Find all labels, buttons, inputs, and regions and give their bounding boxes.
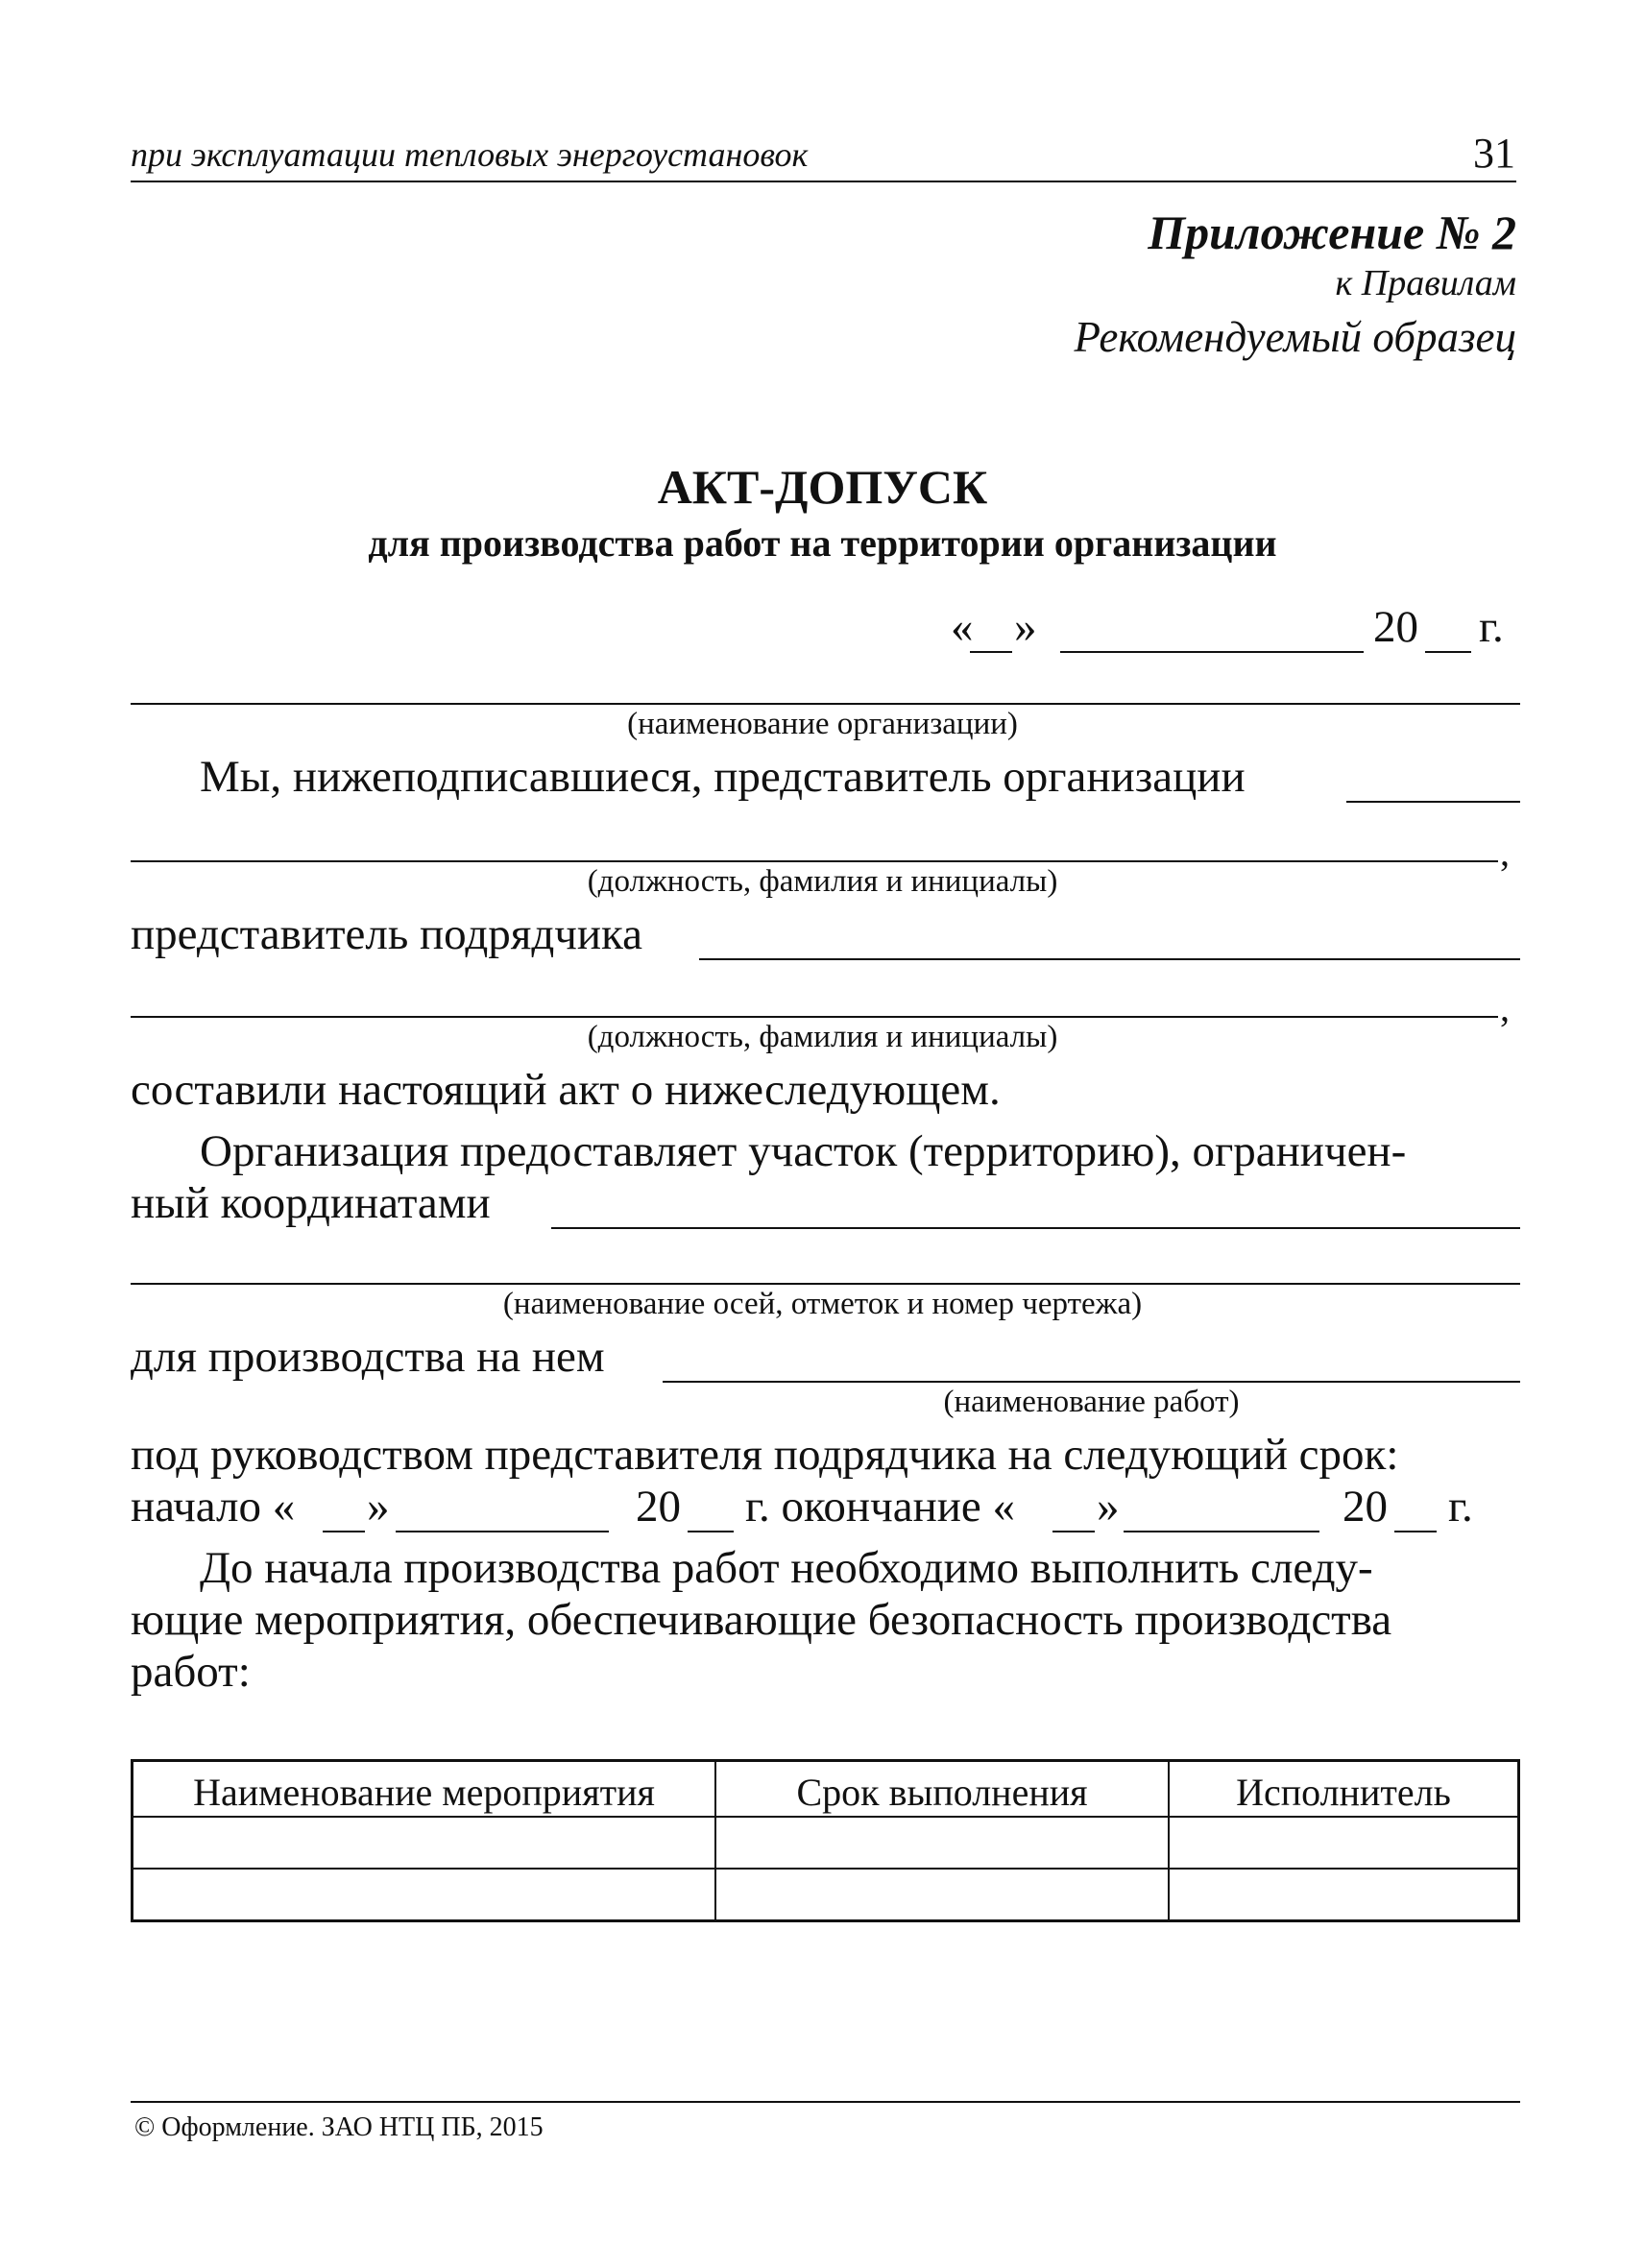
contractor-rep-blank-2 [131,1016,1498,1018]
start-quote-close: » [367,1482,390,1532]
caption-org: (наименование организации) [627,707,1018,741]
start-year-blank [688,1531,734,1532]
footer-divider [131,2101,1520,2103]
appendix-sample: Рекомендуемый образец [1074,313,1516,361]
text-provides-1: Организация предоставляет участок (территорию), ограничен- [200,1126,1407,1176]
text-supervision: под руководством представителя подрядчика на следующий срок: [131,1430,1399,1480]
appendix-number: Приложение № 2 [1148,205,1516,259]
caption-position-2: (должность, фамилия и инициалы) [587,1020,1058,1054]
date-year-suffix: г. [1479,602,1504,652]
start-year: 20 [636,1482,681,1532]
date-quote-close: » [1014,602,1037,652]
org-rep-blank-2 [131,860,1498,862]
coordinates-blank-1 [551,1227,1520,1229]
end-year-suffix: г. [1448,1482,1473,1532]
text-contractor-rep: представитель подрядчика [131,909,643,959]
date-day-blank [970,651,1012,653]
coordinates-blank-2 [131,1283,1520,1285]
text-start: начало « [131,1482,296,1532]
document-subtitle: для производства работ на территории организации [368,521,1277,565]
date-quote-open: « [951,602,974,652]
start-month-blank [396,1531,609,1532]
table-header-deadline: Срок выполнения [796,1771,1088,1814]
end-day-blank [1052,1531,1095,1532]
caption-position-1: (должность, фамилия и инициалы) [587,864,1058,899]
measures-table [131,1759,1520,1922]
org-rep-blank-1 [1346,801,1520,803]
org-name-blank [131,703,1520,705]
header-divider [131,181,1516,182]
text-for-work: для производства на нем [131,1332,605,1382]
end-quote-close: » [1097,1482,1120,1532]
text-end: г. окончание « [745,1482,1015,1532]
document-title: АКТ-ДОПУСК [657,460,988,514]
appendix-block [1075,205,1516,367]
end-month-blank [1124,1531,1319,1532]
contractor-rep-blank-1 [699,958,1520,960]
works-blank [663,1381,1520,1383]
date-month-blank [1060,651,1364,653]
text-before-2: ющие мероприятия, обеспечивающие безопасность производства [131,1595,1392,1645]
table-header-measure: Наименование мероприятия [193,1771,655,1814]
end-year: 20 [1343,1482,1388,1532]
table-row-divider-2 [133,1868,1517,1870]
end-year-blank [1394,1531,1437,1532]
table-row-divider-1 [133,1816,1517,1818]
caption-axes: (наименование осей, отметок и номер чертежа) [502,1287,1143,1321]
running-title: при эксплуатации тепловых энергоустановок [131,135,809,174]
caption-works: (наименование работ) [943,1385,1240,1419]
footer-copyright: © Оформление. ЗАО НТЦ ПБ, 2015 [134,2112,544,2142]
text-composed: составили настоящий акт о нижеследующем. [131,1065,1001,1115]
date-year: 20 [1373,602,1418,652]
table-header-executor: Исполнитель [1236,1771,1451,1814]
text-before-3: работ: [131,1647,251,1697]
date-year-blank [1425,651,1471,653]
text-provides-2: ный координатами [131,1178,491,1228]
text-we-undersigned: Мы, нижеподписавшиеся, представитель организации [200,752,1246,802]
appendix-rules: к Правилам [1335,263,1516,303]
text-before-1: До начала производства работ необходимо выполнить следу- [200,1543,1373,1593]
page-number: 31 [1473,130,1515,177]
start-day-blank [323,1531,365,1532]
